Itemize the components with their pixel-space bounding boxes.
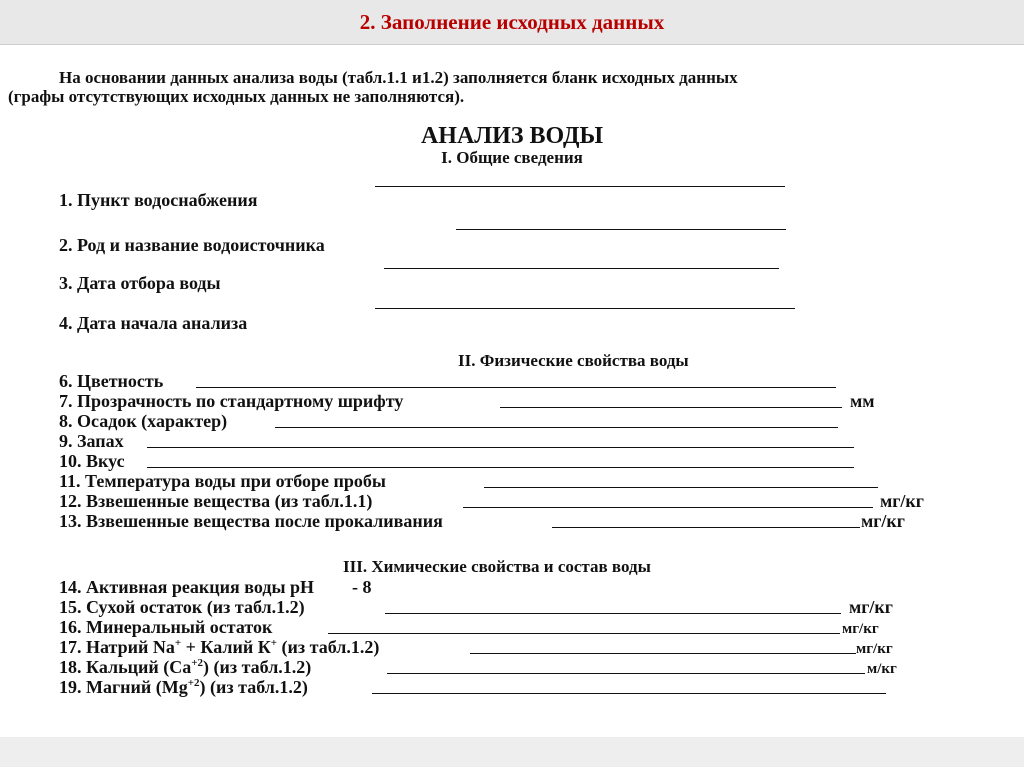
- fill-line: [328, 633, 840, 634]
- physical-item: 12. Взвешенные вещества (из табл.1.1): [59, 491, 373, 511]
- section2-heading: II. Физические свойства воды: [458, 351, 689, 370]
- general-item: 2. Род и название водоисточника: [59, 235, 325, 255]
- slide-title: 2. Заполнение исходных данных: [359, 10, 665, 34]
- physical-item: 6. Цветность: [59, 371, 164, 391]
- fill-line: [275, 427, 838, 428]
- fill-line: [484, 487, 878, 488]
- ph-value: - 8: [352, 577, 372, 597]
- chemical-item: 15. Сухой остаток (из табл.1.2): [59, 597, 305, 617]
- fill-line: [552, 527, 860, 528]
- fill-line: [470, 653, 856, 654]
- general-item: 1. Пункт водоснабжения: [59, 190, 258, 210]
- fill-line: [372, 693, 886, 694]
- fill-line: [387, 673, 865, 674]
- fill-line: [385, 613, 841, 614]
- unit-label: мм: [850, 391, 875, 411]
- chemical-item: 18. Кальций $(Ca^{+2})$ (из табл.1.2): [59, 657, 312, 677]
- intro-line-1: На основании данных анализа воды (табл.1.1 и1.2) заполняется бланк исходных данных: [59, 68, 738, 87]
- slide-body: [0, 57, 1024, 737]
- unit-label: мг/кг: [856, 641, 893, 657]
- physical-item: 10. Вкус: [59, 451, 125, 471]
- chemical-item: 17. Натрий Na+ + Калий К+ (из табл.1.2): [59, 637, 380, 657]
- physical-item: 9. Запах: [59, 431, 124, 451]
- fill-line: [147, 447, 854, 448]
- unit-label: м/кг: [867, 661, 897, 677]
- section3-heading: III. Химические свойства и состав воды: [343, 557, 651, 576]
- physical-item: 7. Прозрачность по стандартному шрифту: [59, 391, 404, 411]
- chemical-item: 19. Магний $(Mg^{+2})$ (из табл.1.2): [59, 677, 308, 697]
- unit-label: мг/кг: [880, 491, 924, 511]
- intro-line-2: (графы отсутствующих исходных данных не заполняются).: [8, 87, 465, 106]
- fill-line: [375, 308, 795, 309]
- physical-item: 8. Осадок (характер): [59, 411, 228, 431]
- slide-header: [0, 0, 1024, 45]
- form-title: АНАЛИЗ ВОДЫ: [420, 123, 604, 149]
- general-item: 4. Дата начала анализа: [59, 313, 248, 333]
- fill-line: [384, 268, 779, 269]
- slide-footer-band: [0, 737, 1024, 767]
- section1-heading: I. Общие сведения: [441, 148, 583, 167]
- fill-line: [456, 229, 786, 230]
- fill-line: [196, 387, 836, 388]
- physical-item: 11. Температура воды при отборе пробы: [59, 471, 386, 491]
- chemical-item-ph: [59, 577, 372, 597]
- unit-label: мг/кг: [849, 597, 893, 617]
- fill-line: [463, 507, 873, 508]
- unit-label: мг/кг: [861, 511, 905, 531]
- general-item: 3. Дата отбора воды: [59, 273, 221, 293]
- unit-label: мг/кг: [842, 621, 879, 637]
- chemical-item: 16. Минеральный остаток: [59, 617, 273, 637]
- fill-line: [500, 407, 842, 408]
- fill-line: [375, 186, 785, 187]
- fill-line: [147, 467, 854, 468]
- ph-label: 14. Активная реакция воды pH: [59, 577, 315, 597]
- physical-item: 13. Взвешенные вещества после прокаливания: [59, 511, 443, 531]
